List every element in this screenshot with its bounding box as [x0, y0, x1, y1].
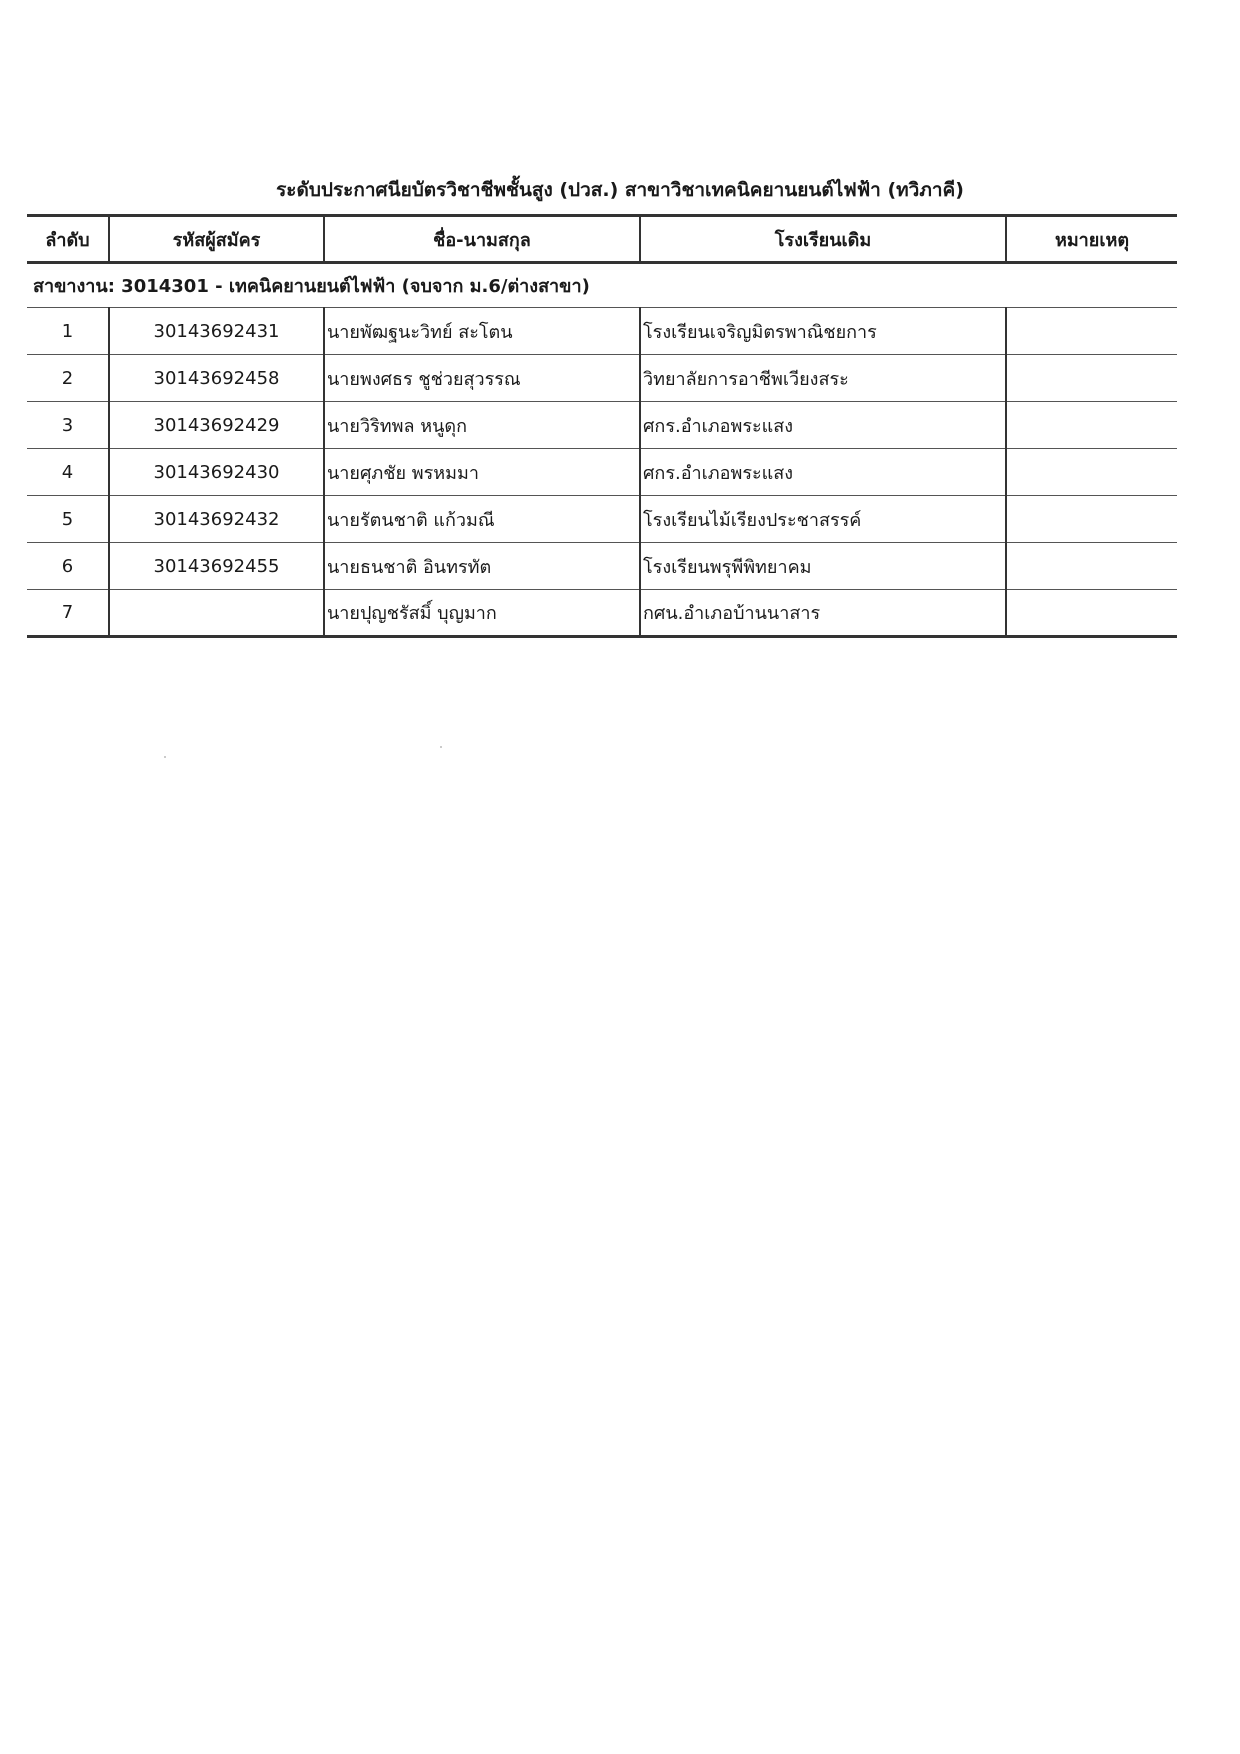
scan-speck — [164, 756, 166, 758]
header-order: ลำดับ — [27, 216, 109, 263]
previous-school-cell: ศกร.อำเภอพระแสง — [640, 449, 1006, 496]
full-name-cell: นายพัฒฐนะวิทย์ สะโตน — [324, 308, 640, 355]
section-label: สาขางาน: 3014301 - เทคนิคยานยนต์ไฟฟ้า (จบจาก ม.6/ต่างสาขา) — [27, 263, 1177, 308]
header-applicant-code: รหัสผู้สมัคร — [109, 216, 324, 263]
applicant-code-cell: 30143692430 — [109, 449, 324, 496]
previous-school-cell: กศน.อำเภอบ้านนาสาร — [640, 590, 1006, 637]
full-name-cell: นายวิริทพล หนูดุก — [324, 402, 640, 449]
header-full-name: ชื่อ-นามสกุล — [324, 216, 640, 263]
applicant-code-cell: 30143692458 — [109, 355, 324, 402]
applicant-code-cell: 30143692432 — [109, 496, 324, 543]
header-previous-school: โรงเรียนเดิม — [640, 216, 1006, 263]
applicant-code-cell — [109, 590, 324, 637]
order-cell: 4 — [27, 449, 109, 496]
order-cell: 3 — [27, 402, 109, 449]
table-row — [27, 543, 1177, 590]
table-row — [27, 308, 1177, 355]
applicant-code-cell: 30143692431 — [109, 308, 324, 355]
order-cell: 7 — [27, 590, 109, 637]
section-row — [27, 263, 1177, 308]
table-row — [27, 449, 1177, 496]
table-row — [27, 496, 1177, 543]
remarks-cell — [1006, 402, 1177, 449]
order-cell: 6 — [27, 543, 109, 590]
previous-school-cell: วิทยาลัยการอาชีพเวียงสระ — [640, 355, 1006, 402]
full-name-cell: นายพงศธร ชูช่วยสุวรรณ — [324, 355, 640, 402]
previous-school-cell: ศกร.อำเภอพระแสง — [640, 402, 1006, 449]
full-name-cell: นายปุญชรัสมิ์ บุญมาก — [324, 590, 640, 637]
remarks-cell — [1006, 496, 1177, 543]
previous-school-cell: โรงเรียนเจริญมิตรพาณิชยการ — [640, 308, 1006, 355]
previous-school-cell: โรงเรียนไม้เรียงประชาสรรค์ — [640, 496, 1006, 543]
order-cell: 1 — [27, 308, 109, 355]
remarks-cell — [1006, 449, 1177, 496]
order-cell: 2 — [27, 355, 109, 402]
table-row — [27, 590, 1177, 637]
table-header-row — [27, 216, 1177, 263]
remarks-cell — [1006, 543, 1177, 590]
remarks-cell — [1006, 308, 1177, 355]
previous-school-cell: โรงเรียนพรุพีพิทยาคม — [640, 543, 1006, 590]
applicant-code-cell: 30143692455 — [109, 543, 324, 590]
remarks-cell — [1006, 355, 1177, 402]
header-remarks: หมายเหตุ — [1006, 216, 1177, 263]
applicant-table — [27, 214, 1177, 638]
remarks-cell — [1006, 590, 1177, 637]
full-name-cell: นายศุภชัย พรหมมา — [324, 449, 640, 496]
applicant-code-cell: 30143692429 — [109, 402, 324, 449]
page-title: ระดับประกาศนียบัตรวิชาชีพชั้นสูง (ปวส.) สาขาวิชาเทคนิคยานยนต์ไฟฟ้า (ทวิภาคี) — [276, 179, 964, 201]
order-cell: 5 — [27, 496, 109, 543]
table-row — [27, 355, 1177, 402]
full-name-cell: นายรัตนชาติ แก้วมณี — [324, 496, 640, 543]
scan-speck — [440, 746, 442, 748]
table-row — [27, 402, 1177, 449]
full-name-cell: นายธนชาติ อินทรทัต — [324, 543, 640, 590]
